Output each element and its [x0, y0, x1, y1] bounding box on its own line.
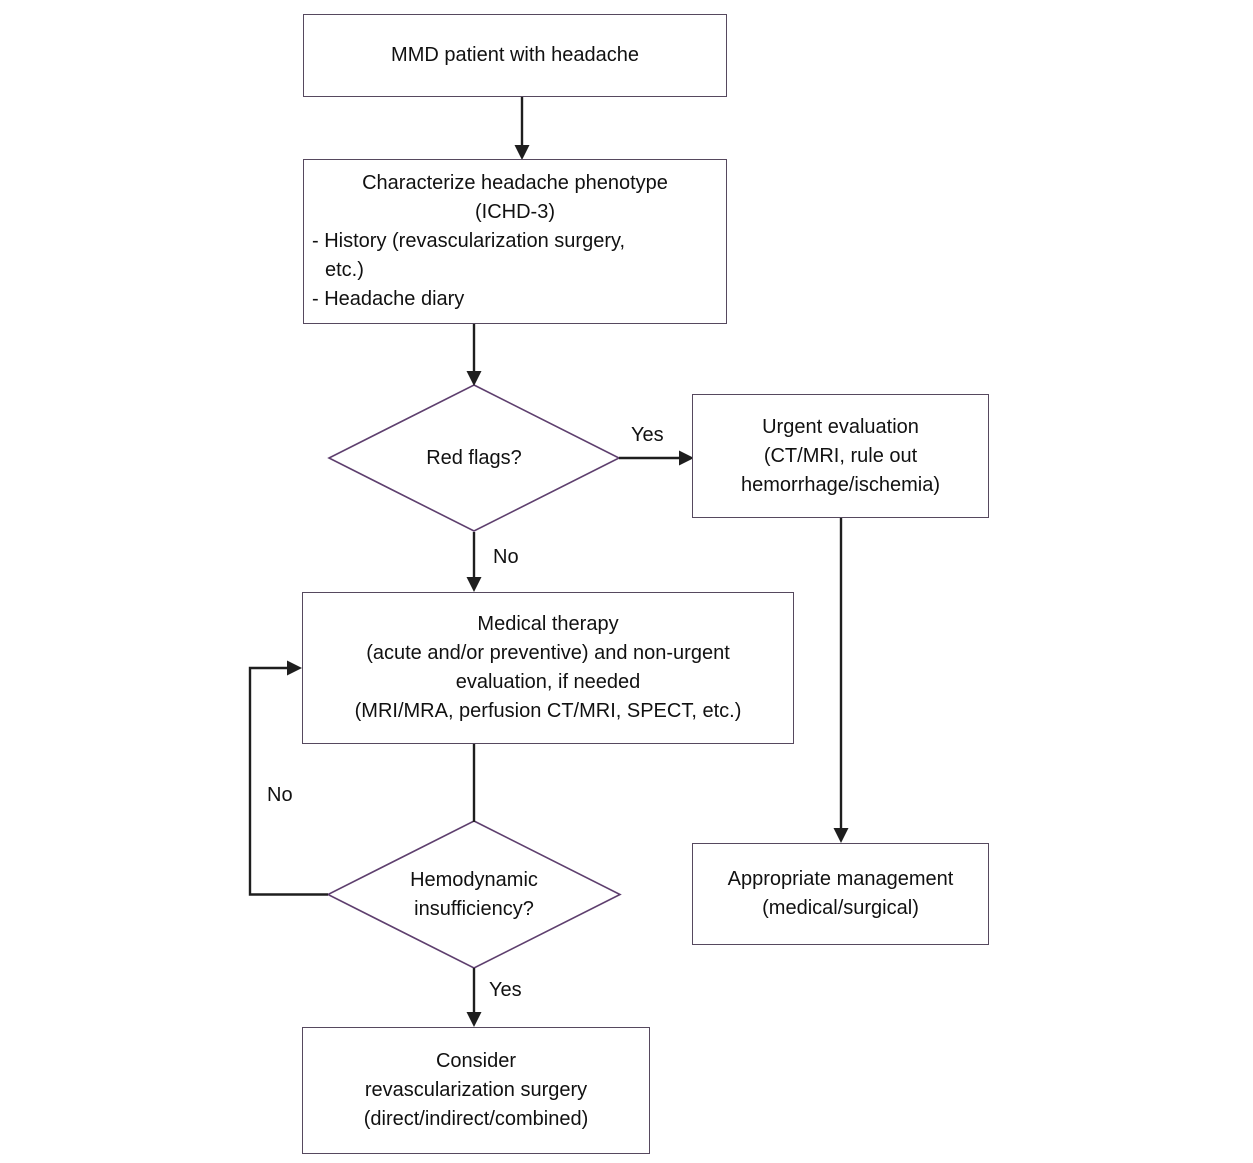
node-red-flags-label: Red flags? [426, 446, 522, 469]
node-hemodynamic-label: Hemodynamic [410, 869, 538, 891]
node-surgery-line: Consider [435, 1050, 517, 1072]
arrowhead-characterize-to-red-flags [467, 371, 482, 386]
edge-label-red-flags-yes: Yes [631, 424, 664, 446]
node-red-flags-label-group [329, 443, 619, 473]
edge-label-hemodynamic-no: No [267, 784, 293, 806]
node-urgent-evaluation [692, 394, 989, 518]
node-appropriate-management-line: (medical/surgical) [762, 897, 919, 919]
arrowhead-start-to-characterize [515, 145, 530, 160]
node-characterize-line: - Headache diary [312, 288, 465, 310]
node-medical-therapy [302, 592, 794, 744]
node-characterize-line: Characterize headache phenotype [362, 172, 668, 194]
node-medical-therapy-line: (acute and/or preventive) and non-urgent [366, 642, 730, 664]
node-medical-therapy-line: Medical therapy [477, 613, 619, 635]
node-characterize-line: etc.) [325, 259, 364, 281]
arrowhead-urgent-to-appropriate [834, 828, 849, 843]
node-hemodynamic-label-group [328, 866, 620, 924]
node-medical-therapy-line: evaluation, if needed [455, 671, 641, 693]
arrowhead-hemodynamic-yes-to-surgery [467, 1012, 482, 1027]
node-surgery [302, 1027, 650, 1154]
node-surgery-line: revascularization surgery [364, 1079, 588, 1101]
edge-label-red-flags-no: No [493, 546, 519, 568]
node-urgent-evaluation-line: Urgent evaluation [762, 415, 919, 438]
node-appropriate-management [692, 843, 989, 945]
node-characterize [303, 159, 727, 324]
arrowhead-red-flags-no-to-medical [467, 577, 482, 592]
edge-label-hemodynamic-yes: Yes [489, 979, 522, 1001]
arrowhead-hemodynamic-no-loop [287, 661, 302, 676]
node-surgery-line: (direct/indirect/combined) [363, 1108, 589, 1130]
node-start [303, 14, 727, 97]
node-characterize-line: - History (revascularization surgery, [312, 230, 626, 252]
node-medical-therapy-line: (MRI/MRA, perfusion CT/MRI, SPECT, etc.) [354, 700, 742, 722]
node-characterize-line: (ICHD-3) [475, 201, 555, 223]
node-appropriate-management-line: Appropriate management [727, 868, 954, 890]
node-start-label: MMD patient with headache [391, 44, 639, 66]
node-urgent-evaluation-line: (CT/MRI, rule out [763, 444, 918, 467]
node-urgent-evaluation-line: hemorrhage/ischemia) [741, 473, 940, 496]
node-hemodynamic-label: insufficiency? [414, 898, 534, 920]
